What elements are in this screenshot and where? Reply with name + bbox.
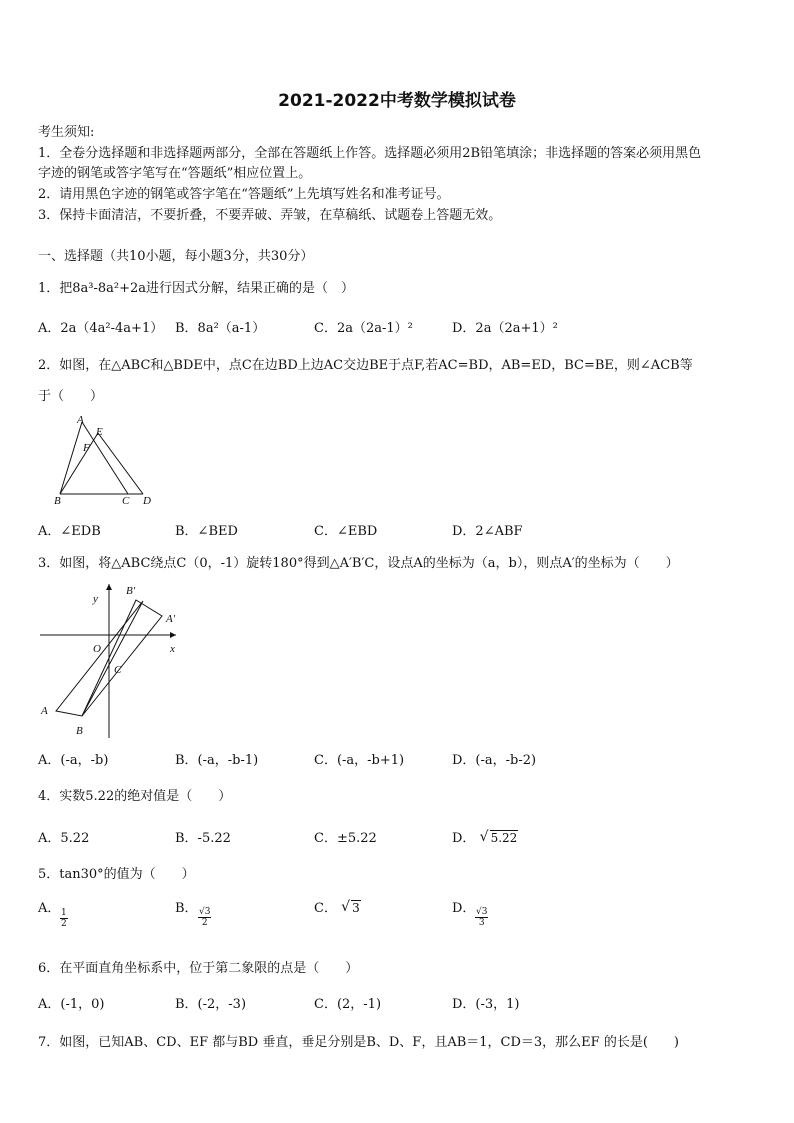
option-d-letter: D． [452, 831, 476, 846]
question-1-option-c[interactable]: C．2a（2a-1）² [314, 321, 413, 336]
triangle-abc [56, 601, 143, 716]
fraction-root3-over-2: $\frac{√3}{2}$ [199, 907, 211, 928]
question-2-option-c[interactable]: C．∠EBD [314, 524, 378, 539]
segment-be [60, 433, 98, 494]
label-a: A [41, 705, 48, 717]
question-1-stem: 1．把8a³-8a²+2a进行因式分解，结果正确的是（ ） [38, 281, 355, 296]
question-3-stem: 3．如图，将△ABC绕点C（0，-1）旋转180°得到△A′B′C，设点A的坐标为（a，b），则点A′的坐标为（ ） [38, 556, 679, 571]
question-2-stem-line-1: 2．如图，在△ABC和△BDE中，点C在边BD上边AC交边BE于点F,若AC=BD，AB=ED，BC=BE，则∠ACB等 [38, 358, 693, 373]
label-f: F [83, 442, 90, 454]
question-1-option-b[interactable]: B．8a²（a-1） [175, 321, 266, 336]
question-3-option-c[interactable]: C．(-a，-b+1) [314, 753, 405, 768]
fraction-root3-over-3: $\frac{√3}{3}$ [476, 907, 488, 928]
question-4-option-c[interactable]: C．±5.22 [314, 831, 377, 846]
sqrt-5-22: √ 5.22 [479, 829, 518, 845]
question-3-option-a[interactable]: A．(-a，-b) [38, 753, 109, 768]
question-6-option-c[interactable]: C．(2，-1) [314, 997, 382, 1012]
notice-line-3: 3．保持卡面清洁，不要折叠，不要弄破、弄皱，在草稿纸、试题卷上答题无效。 [38, 208, 502, 223]
label-b: B [54, 495, 61, 507]
question-3-figure [36, 580, 186, 740]
fraction-one-half: $\frac{1}{2}$ [61, 908, 67, 929]
question-5-stem: 5．tan30°的值为（ ） [38, 867, 195, 882]
label-c: C [122, 495, 130, 507]
sqrt-3: √ 3 [341, 899, 360, 915]
notice-heading: 考生须知: [38, 125, 95, 140]
question-3-option-b[interactable]: B．(-a，-b-1) [175, 753, 259, 768]
notice-line-1b: 字迹的钢笔或答字笔写在“答题纸”相应位置上。 [38, 166, 312, 181]
question-7-stem: 7．如图，已知AB、CD、EF 都与BD 垂直，垂足分别是B、D、F，且AB＝1，CD＝3，那么EF 的长是( ) [38, 1035, 679, 1050]
question-2-stem-line-2: 于（ ） [38, 389, 104, 404]
question-4-option-b[interactable]: B．-5.22 [175, 831, 231, 846]
label-b-prime: B' [126, 585, 136, 597]
question-2-figure [50, 410, 160, 510]
question-5-option-d[interactable] [452, 897, 475, 916]
label-a: A [77, 414, 84, 426]
section-heading: 一、选择题（共10小题，每小题3分，共30分） [38, 249, 314, 264]
label-y: y [93, 593, 98, 605]
page-title: 2021-2022中考数学模拟试卷 [278, 91, 516, 111]
label-x: x [170, 643, 175, 655]
segment-ab [60, 422, 82, 494]
question-1-option-d[interactable]: D．2a（2a+1）² [452, 321, 558, 336]
segment-ac [82, 422, 128, 494]
label-o: O [93, 643, 101, 655]
label-d: D [143, 495, 151, 507]
notice-line-1a: 1．全卷分选择题和非选择题两部分，全部在答题纸上作答。选择题必须用2B铅笔填涂；非选择题的答案必须用黑色 [38, 146, 702, 161]
segment-ed [98, 433, 143, 494]
label-b: B [76, 725, 83, 737]
question-4-option-d[interactable] [452, 827, 518, 846]
notice-line-2: 2．请用黑色字迹的钢笔或答字笔在“答题纸”上先填写姓名和准考证号。 [38, 187, 450, 202]
question-6-stem: 6．在平面直角坐标系中，位于第二象限的点是（ ） [38, 961, 359, 976]
label-a-prime: A' [166, 613, 176, 625]
question-2-option-d[interactable]: D．2∠ABF [452, 524, 523, 539]
question-3-option-d[interactable]: D．(-a，-b-2) [452, 753, 537, 768]
question-4-stem: 4．实数5.22的绝对值是（ ） [38, 789, 232, 804]
label-e: E [96, 426, 103, 438]
option-d-letter: D． [452, 901, 476, 916]
question-1-option-a[interactable]: A．2a（4a²-4a+1） [38, 321, 164, 336]
question-5-option-c[interactable] [314, 897, 361, 916]
label-c: C [114, 664, 122, 676]
question-6-option-b[interactable]: B．(-2，-3) [175, 997, 247, 1012]
question-6-option-d[interactable]: D．(-3，1) [452, 997, 520, 1012]
option-a-letter: A． [38, 901, 61, 916]
triangle-a1b1c [82, 600, 162, 716]
question-2-option-a[interactable]: A．∠EDB [38, 524, 101, 539]
option-c-letter: C． [314, 901, 337, 916]
question-4-option-a[interactable]: A．5.22 [38, 831, 90, 846]
question-5-option-a[interactable] [38, 897, 60, 916]
option-b-letter: B． [175, 901, 198, 916]
question-6-option-a[interactable]: A．(-1，0) [38, 997, 105, 1012]
question-2-option-b[interactable]: B．∠BED [175, 524, 238, 539]
question-5-option-b[interactable] [175, 897, 198, 916]
